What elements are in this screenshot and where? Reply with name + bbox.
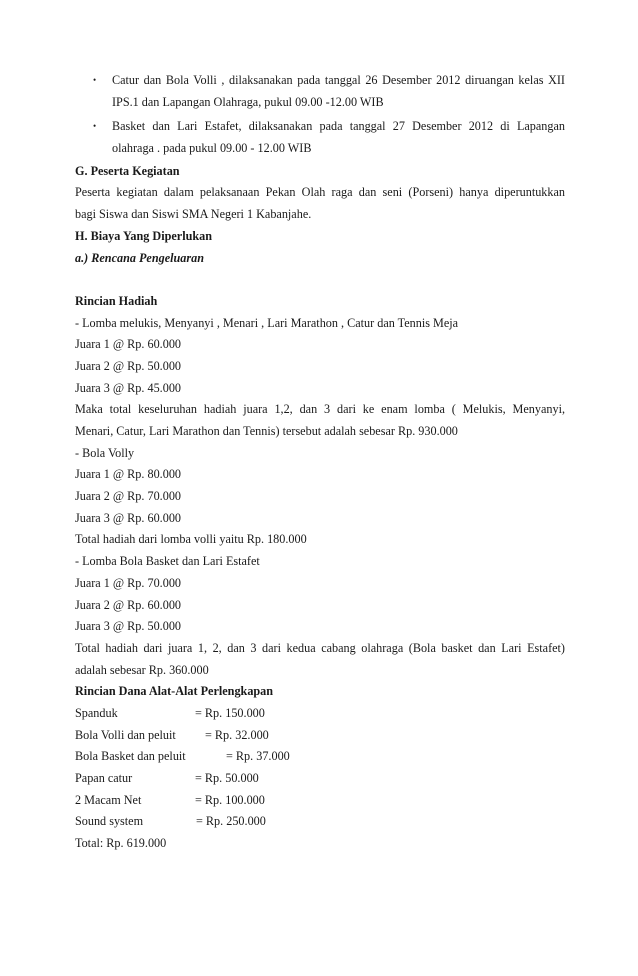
hadiah-heading: Rincian Hadiah — [75, 294, 158, 308]
alat-item-value: = Rp. 150.000 — [195, 706, 265, 720]
bullet-2-line-1: Basket dan Lari Estafet, dilaksanakan pada tanggal 27 Desember 2012 di Lapangan — [112, 119, 565, 133]
hadiah-group2-item: Juara 3 @ Rp. 60.000 — [75, 511, 182, 525]
hadiah-group2-item: Juara 1 @ Rp. 80.000 — [75, 467, 182, 481]
bullet-1-line-1: Catur dan Bola Volli , dilaksanakan pada tanggal 26 Desember 2012 diruangan kelas XII — [112, 73, 565, 87]
alat-item — [75, 728, 565, 743]
section-h-heading: H. Biaya Yang Diperlukan — [75, 229, 213, 243]
alat-item-name: Spanduk — [75, 706, 118, 720]
hadiah-group3-item: Juara 3 @ Rp. 50.000 — [75, 619, 182, 633]
section-g-heading: G. Peserta Kegiatan — [75, 164, 180, 178]
alat-item-name: Papan catur — [75, 771, 133, 785]
section-h-subheading: a.) Rencana Pengeluaran — [75, 251, 204, 265]
bullet-2-line-2: olahraga . pada pukul 09.00 - 12.00 WIB — [112, 141, 312, 155]
hadiah-group2-title: - Bola Volly — [75, 446, 135, 460]
hadiah-group2-item: Juara 2 @ Rp. 70.000 — [75, 489, 182, 503]
hadiah-group3-item: Juara 1 @ Rp. 70.000 — [75, 576, 182, 590]
hadiah-group3-total-line-1: Total hadiah dari juara 1, 2, dan 3 dari kedua cabang olahraga (Bola basket dan Lari Estafet) — [75, 641, 565, 655]
section-g-para-line-1: Peserta kegiatan dalam pelaksanaan Pekan Olah raga dan seni (Porseni) hanya diperuntukkan — [75, 185, 565, 199]
bullet-icon: • — [93, 75, 97, 85]
alat-item — [75, 771, 565, 786]
alat-item-value: = Rp. 32.000 — [205, 728, 269, 742]
hadiah-group3-item: Juara 2 @ Rp. 60.000 — [75, 598, 182, 612]
alat-item-value: = Rp. 50.000 — [195, 771, 259, 785]
alat-item-name: Bola Basket dan peluit — [75, 749, 186, 763]
alat-item-value: = Rp. 37.000 — [226, 749, 290, 763]
bullet-icon: • — [93, 121, 97, 131]
hadiah-group1-total-line-1: Maka total keseluruhan hadiah juara 1,2, dan 3 dari ke enam lomba ( Melukis, Menyanyi, — [75, 402, 565, 416]
bullet-1-line-2: IPS.1 dan Lapangan Olahraga, pukul 09.00 -12.00 WIB — [112, 95, 384, 109]
alat-heading: Rincian Dana Alat-Alat Perlengkapan — [75, 684, 274, 698]
hadiah-group1-total-line-2: Menari, Catur, Lari Marathon dan Tennis) tersebut adalah sebesar Rp. 930.000 — [75, 424, 458, 438]
hadiah-group2-total: Total hadiah dari lomba volli yaitu Rp. 180.000 — [75, 532, 307, 546]
hadiah-group1-item: Juara 1 @ Rp. 60.000 — [75, 337, 182, 351]
alat-item-name: 2 Macam Net — [75, 793, 142, 807]
alat-item — [75, 793, 565, 808]
alat-item — [75, 814, 565, 829]
hadiah-group1-item: Juara 2 @ Rp. 50.000 — [75, 359, 182, 373]
alat-item-value: = Rp. 250.000 — [196, 814, 266, 828]
alat-item-value: = Rp. 100.000 — [195, 793, 265, 807]
section-g-para-line-2: bagi Siswa dan Siswi SMA Negeri 1 Kabanjahe. — [75, 207, 312, 221]
hadiah-group3-total-line-2: adalah sebesar Rp. 360.000 — [75, 663, 209, 677]
hadiah-group1-title: - Lomba melukis, Menyanyi , Menari , Lari Marathon , Catur dan Tennis Meja — [75, 316, 459, 330]
hadiah-group1-item: Juara 3 @ Rp. 45.000 — [75, 381, 182, 395]
alat-item — [75, 706, 565, 721]
alat-item-name: Sound system — [75, 814, 144, 828]
alat-item-name: Bola Volli dan peluit — [75, 728, 176, 742]
alat-item — [75, 749, 565, 764]
alat-total: Total: Rp. 619.000 — [75, 836, 167, 850]
hadiah-group3-title: - Lomba Bola Basket dan Lari Estafet — [75, 554, 260, 568]
